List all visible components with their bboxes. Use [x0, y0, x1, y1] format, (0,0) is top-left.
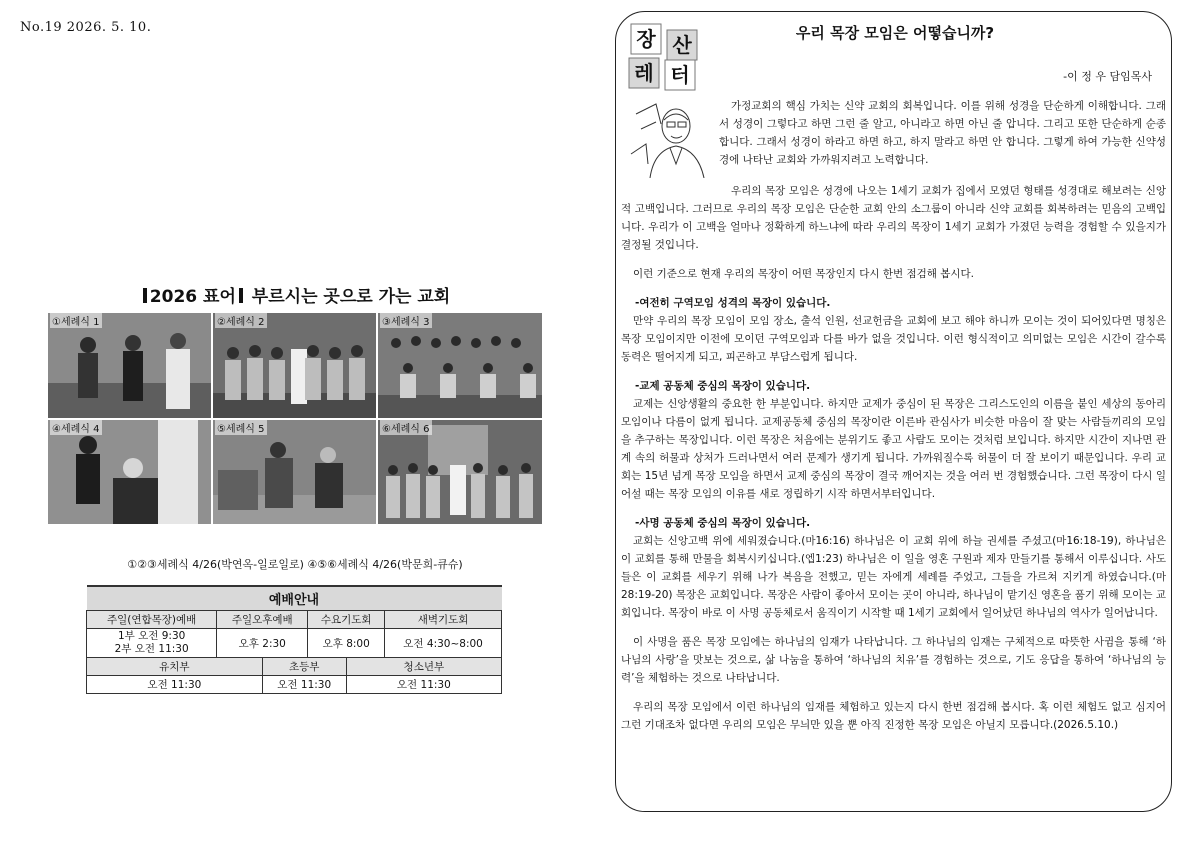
baptism-photo-2 — [213, 313, 376, 418]
spacer — [621, 254, 1166, 265]
paragraph-5: 우리의 목장 모임에서 이런 하나님의 임재를 체험하고 있는지 다시 한번 점검해 봅시다. 혹 이런 체험도 없고 심지어 그런 기대조차 없다면 우리의 모임은 무늬만 있을 뿐 아직 진정한 목장 모임은 아닐지 모릅니다.(2026.5.10.) — [621, 701, 1166, 731]
spacer — [621, 503, 1166, 514]
header-kindergarten: 유치부 — [87, 658, 263, 676]
header-sunday-service: 주일(연합목장)예배 — [87, 611, 217, 629]
logo-char-1: 장 — [636, 27, 656, 51]
photo-3-image — [378, 313, 542, 418]
photo-1-label: ①세례식 1 — [50, 313, 102, 328]
letter-body — [621, 97, 1166, 734]
motto-year: 2026 표어 — [149, 287, 236, 307]
spacer — [621, 687, 1166, 698]
spacer — [621, 366, 1166, 377]
baptism-photo-grid — [48, 313, 542, 526]
logo-char-2: 산 — [672, 33, 692, 57]
header-elementary: 초등부 — [262, 658, 346, 676]
paragraph-2: 우리의 목장 모임은 성경에 나오는 1세기 교회가 집에서 모였던 형태를 성경대로 해보려는 신앙적 고백입니다. 그러므로 우리의 목장 모임은 단순한 교회 안의 소그룹이 아니라 신약 교회를 회복하려는 믿음의 고백입니다. 우리가 이 고백을 얼마나 정확하게 하느냐에 따라 우리의 목장이 1세기 교회가 가졌던 능력을 경험할 수 있을지가 결정될 것입니다. — [621, 185, 1166, 251]
paragraph-3: 이런 기준으로 현재 우리의 목장이 어떤 목장인지 다시 한번 점검해 봅시다. — [633, 268, 975, 280]
section-2-text: 교제는 신앙생활의 중요한 한 부분입니다. 하지만 교제가 중심이 된 목장은 그리스도인의 이름을 붙인 세상의 동아리 모임이나 다름이 없게 됩니다. 교제공동체 중심의 목장이란 이른바 관심사가 비슷한 마음이 잘 맞는 사람들끼리의 모임을 추구하는 목장입니다. 이런 목장은 처음에는 분위기도 좋고 사람도 모이는 것처럼 보입니다. 하지만 시간이 지나면 관계 속의 허물과 상처가 드러나면서 여러 문제가 생기게 됩니다. 가까워질수록 허물이 더 잘 보이기 때문입니다. 우리 교회는 15년 넘게 목장 모임을 하면서 교제 중심의 목장이 결국 깨어지는 것을 여러 번 경험했습니다. 그런 목장이 다시 일어설 때는 목장 모임의 이유를 새로 정립하기 시작 하면서부터입니다. — [621, 398, 1166, 500]
title-bar-left — [143, 288, 147, 303]
time-wednesday-prayer: 오후 8:00 — [308, 629, 385, 658]
motto-title — [48, 282, 542, 307]
time-sunday-service — [87, 629, 217, 658]
baptism-photo-3 — [378, 313, 542, 418]
photo-6-label: ⑥세례식 6 — [380, 420, 432, 435]
photo-2-image — [213, 313, 376, 418]
photo-5-image — [213, 420, 376, 524]
worship-schedule-title: 예배안내 — [87, 586, 502, 611]
baptism-photo-1 — [48, 313, 211, 418]
worship-schedule-table — [86, 585, 502, 694]
spacer — [621, 169, 1166, 182]
time-sunday-second: 2부 오전 11:30 — [114, 643, 189, 655]
motto-text: 부르시는 곳으로 가는 교회 — [251, 287, 451, 307]
title-bar-right — [239, 288, 243, 303]
time-elementary: 오전 11:30 — [262, 676, 346, 694]
header-youth: 청소년부 — [346, 658, 501, 676]
jangsan-letter-logo — [627, 22, 703, 92]
photo-5-label: ⑤세례식 5 — [215, 420, 267, 435]
time-dawn-prayer: 오전 4:30~8:00 — [385, 629, 502, 658]
photo-4-label: ④세례식 4 — [50, 420, 102, 435]
photo-6-image — [378, 420, 542, 524]
photo-1-image — [48, 313, 211, 418]
spacer — [621, 283, 1166, 294]
photo-4-image — [48, 420, 211, 524]
issue-number: No.19 2026. 5. 10. — [20, 20, 152, 35]
logo-char-3: 레 — [634, 61, 654, 85]
header-sunday-afternoon: 주일오후예배 — [217, 611, 308, 629]
baptism-photo-4 — [48, 420, 211, 524]
header-dawn-prayer: 새벽기도회 — [385, 611, 502, 629]
section-1-heading: -여전히 구역모임 성격의 목장이 있습니다. — [635, 297, 831, 309]
letter-title: 우리 목장 모임은 어떻습니까? — [795, 24, 995, 42]
section-3-text: 교회는 신앙고백 위에 세워졌습니다.(마16:16) 하나님은 이 교회 위에 하늘 권세를 주셨고(마16:18-19), 하나님은 이 교회를 통해 만물을 회복시키십니다.(엡1:23) 하나님은 이 일을 영혼 구원과 제자 만들기를 통해서 이루십니다. 사도들은 이 교회를 세우기 위해 나가 복음을 전했고, 믿는 자에게 세례를 주었고, 그들을 가르쳐 지키게 하였습니다.(마28:19-20) 목장은 교회입니다. 목장은 사람이 좋아서 모이는 곳이 아니라, 하나님이 맡기신 영혼을 품기 위해 모이는 교회입니다. 목장이 바로 이 사명 공동체로서 움직이기 시작할 때 1세기 교회에서 일어났던 하나님의 역사가 일어납니다. — [621, 535, 1166, 619]
logo-char-4: 터 — [670, 63, 690, 87]
time-sunday-first: 1부 오전 9:30 — [117, 630, 186, 642]
spacer — [621, 622, 1166, 633]
time-sunday-afternoon: 오후 2:30 — [217, 629, 308, 658]
time-kindergarten: 오전 11:30 — [87, 676, 263, 694]
photo-2-label: ②세례식 2 — [215, 313, 267, 328]
header-wednesday-prayer: 수요기도회 — [308, 611, 385, 629]
section-3-heading: -사명 공동체 중심의 목장이 있습니다. — [635, 517, 811, 529]
paragraph-4: 이 사명을 품은 목장 모임에는 하나님의 임재가 나타납니다. 그 하나님의 임재는 구체적으로 따뜻한 사귐을 통해 ‘하나님의 사랑’을 맛보는 것으로, 삶 나눔을 통하여 ‘하나님의 치유’를 경험하는 것으로, 기도 응답을 통하여 ‘하나님의 능력’을 체험하는 것으로 나타납니다. — [621, 636, 1166, 684]
letter-author: -이 정 우 담임목사 — [1063, 70, 1152, 83]
time-youth: 오전 11:30 — [346, 676, 501, 694]
baptism-photo-5 — [213, 420, 376, 524]
section-2-heading: -교제 공동체 중심의 목장이 있습니다. — [635, 380, 811, 392]
paragraph-1: 가정교회의 핵심 가치는 신약 교회의 회복입니다. 이를 위해 성경을 단순하게 이해합니다. 그래서 성경이 그렇다고 하면 그런 줄 알고, 아니라고 하면 아닌 줄 압니다. 그리고 또한 단순하게 순종합니다. 그래서 성경이 하라고 하면 하고, 하지 말라고 하면 안 합니다. 그렇게 하여 가능한 신약성경에 나타난 교회와 가까워지려고 노력합니다. — [719, 100, 1166, 166]
photo-caption: ①②③세례식 4/26(박연옥-일로일로) ④⑤⑥세례식 4/26(박문희-큐슈) — [127, 558, 463, 571]
photo-3-label: ③세례식 3 — [380, 313, 432, 328]
baptism-photo-6 — [378, 420, 542, 524]
section-1-text: 만약 우리의 목장 모임이 모임 장소, 출석 인원, 선교헌금을 교회에 보고 해야 하니까 모이는 것이 되어있다면 명칭은 목장 모임이지만 이전에 모이던 구역모임과 다를 바가 없을 것입니다. 이런 형식적이고 의미없는 모임은 시간이 갈수록 동력은 떨어지게 되고, 피곤하고 부담스럽게 됩니다. — [621, 315, 1166, 363]
